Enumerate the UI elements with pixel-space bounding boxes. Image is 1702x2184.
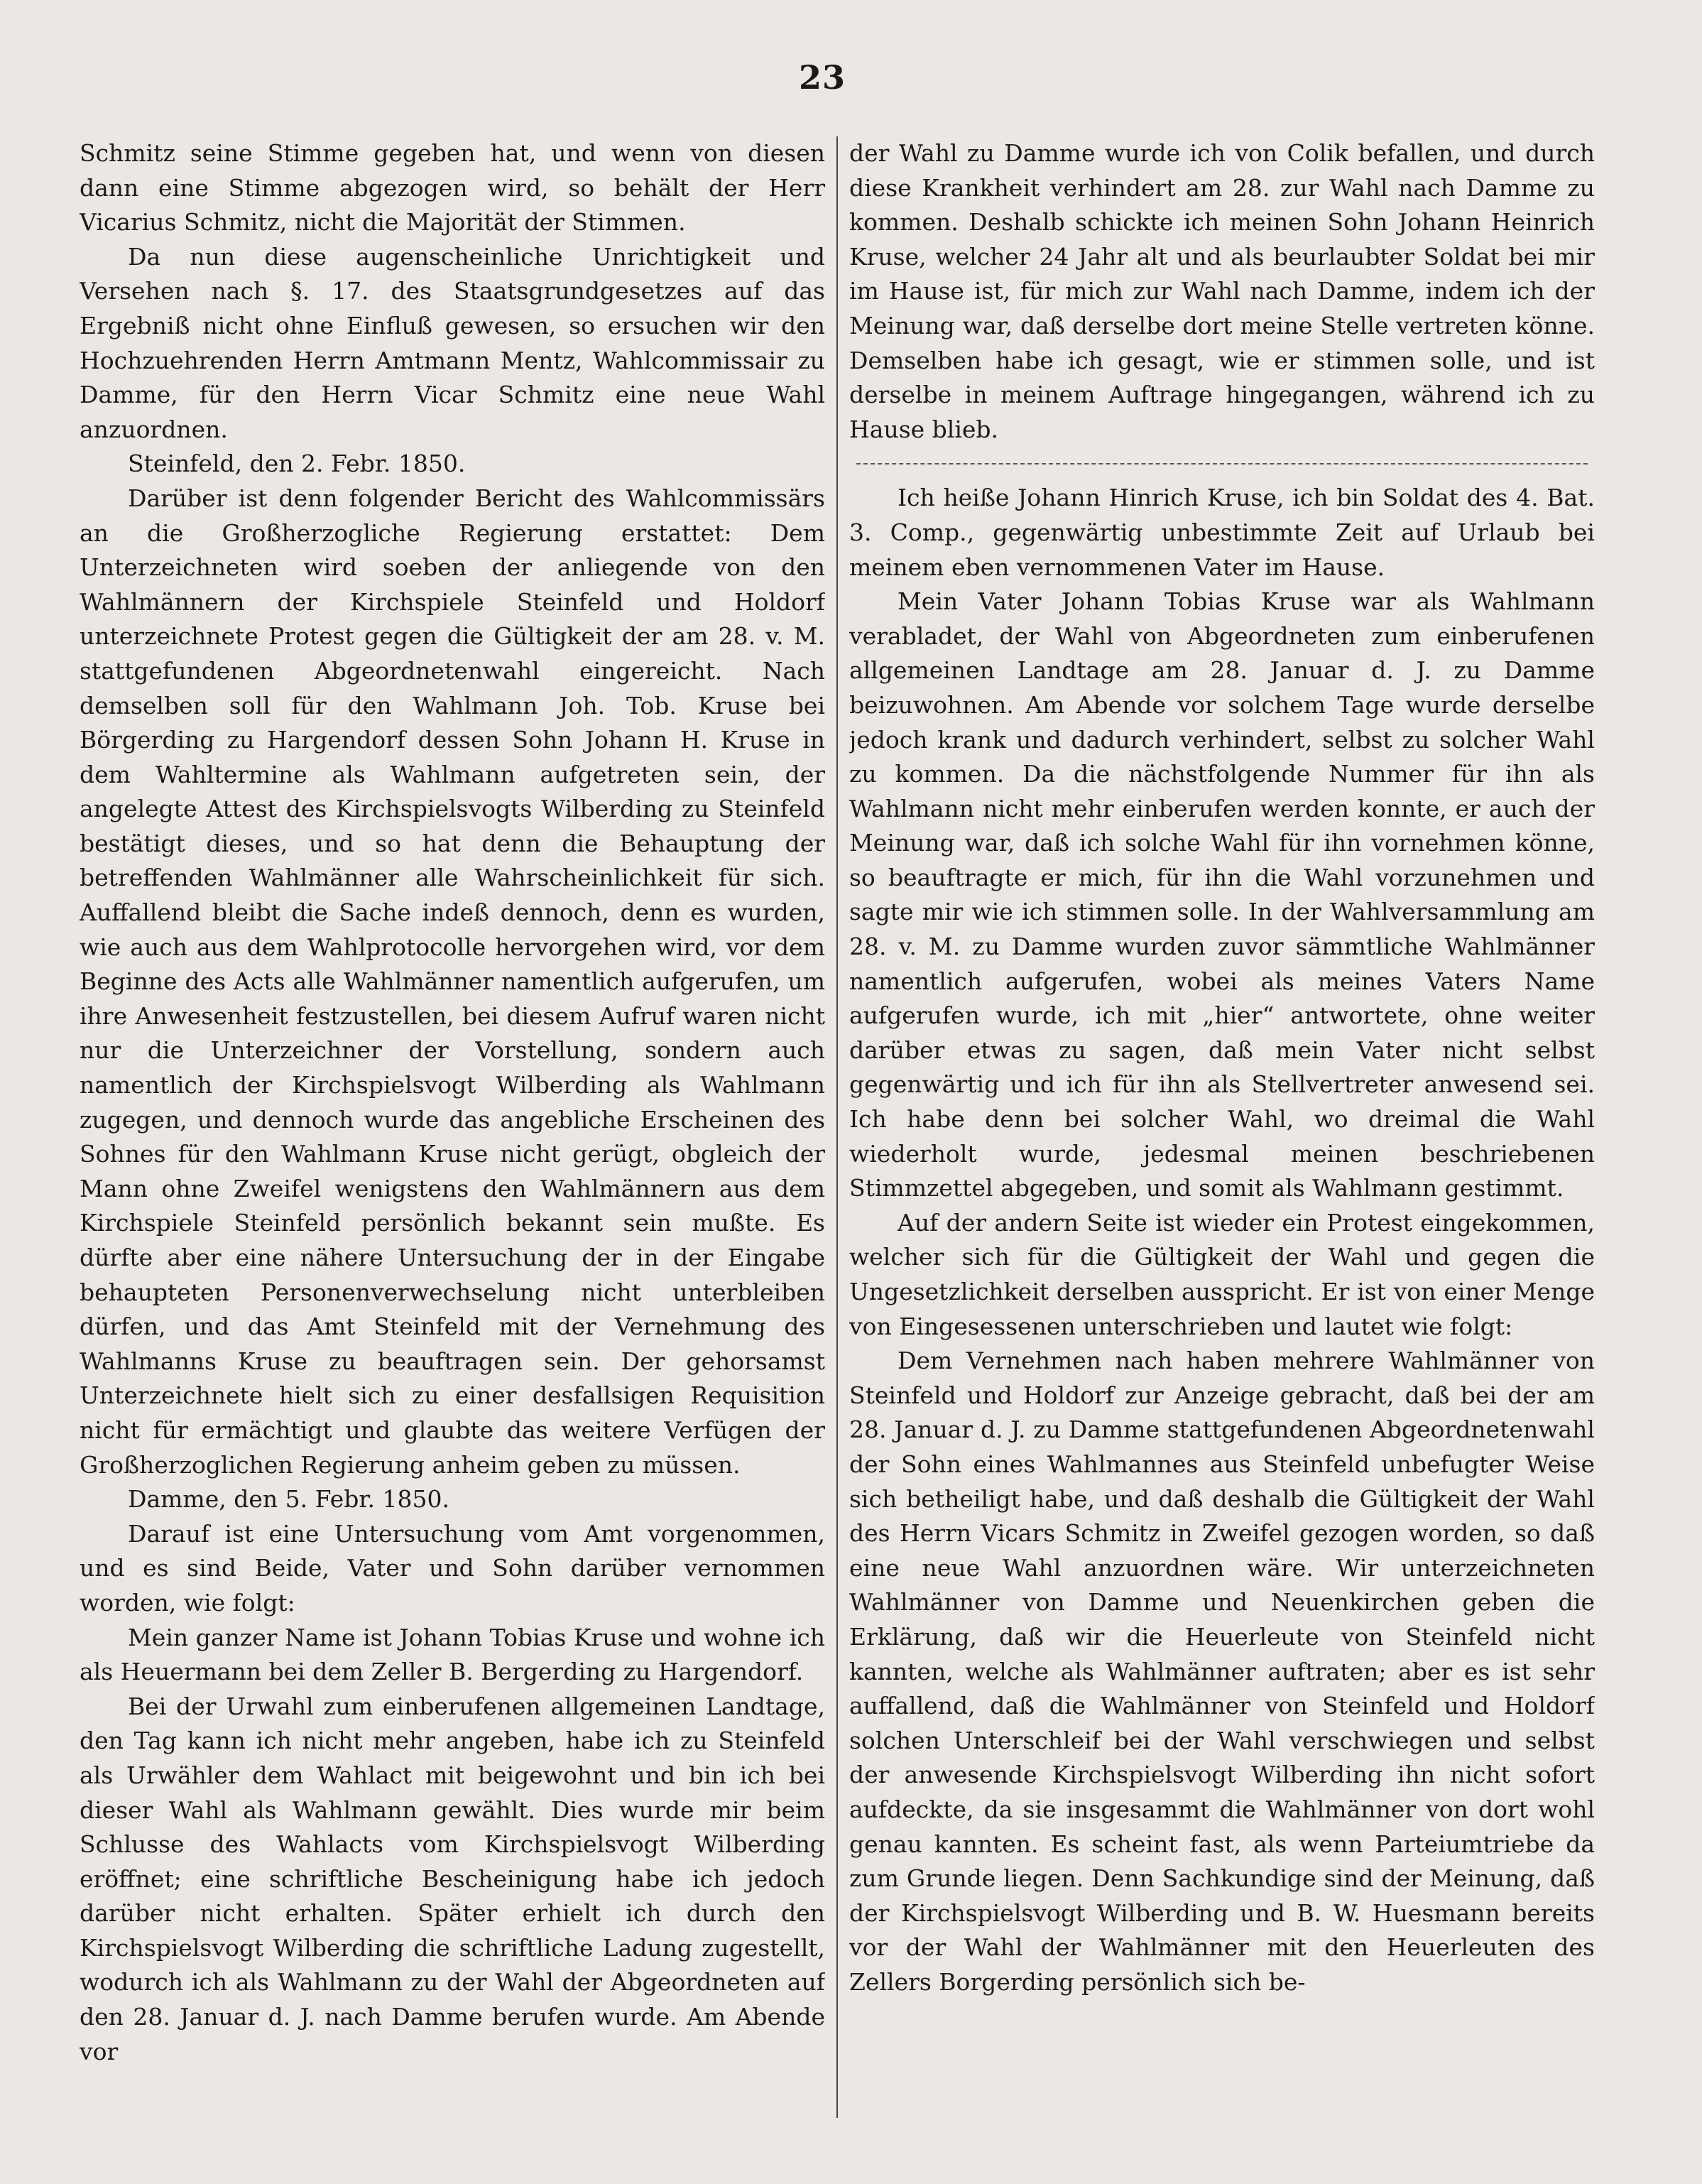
paragraph: Ich heiße Johann Hinrich Kruse, ich bin Soldat des 4. Bat. 3. Comp., gegenwärtig unbestimmte Zeit auf Urlaub bei meinem eben vernommenen Vater im Hause. — [849, 484, 1595, 581]
paragraph: der Wahl zu Damme wurde ich von Colik befallen, und durch diese Krankheit verhindert am 28. zur Wahl nach Damme zu kommen. Deshalb schickte ich meinen Sohn Johann Heinrich Kruse, welcher 24 Jahr alt und als beurlaubter Soldat bei mir im Hause ist, für mich zur Wahl nach Damme, indem ich der Meinung war, daß derselbe dort meine Stelle vertreten könne. Demselben habe ich gesagt, wie er stimmen solle, und ist derselbe in meinem Auftrage hingegangen, während ich zu Hause blieb. — [849, 139, 1595, 443]
paragraph: Da nun diese augenscheinliche Unrichtigkeit und Versehen nach §. 17. des Staatsgrundgesetzes auf das Ergebniß nicht ohne Einfluß gewesen, so ersuchen wir den Hochzuehrenden Herrn Amtmann Mentz, Wahlcommissair zu Damme, für den Herrn Vicar Schmitz eine neue Wahl anzuordnen. — [80, 242, 825, 443]
dateline: Steinfeld, den 2. Febr. 1850. — [128, 450, 466, 478]
paragraph: Bei der Urwahl zum einberufenen allgemeinen Landtage, den Tag kann ich nicht mehr angeben, habe ich zu Steinfeld als Urwähler dem Wahlact mit beigewohnt und bin ich bei dieser Wahl als Wahlmann gewählt. Dies wurde mir beim Schlusse des Wahlacts vom Kirchspielsvogt Wilberding eröffnet; eine schriftliche Bescheinigung habe ich jedoch darüber nicht erhalten. Später erhielt ich durch den Kirchspielsvogt Wilberding die schriftliche Ladung zugestellt, wodurch ich als Wahlmann zu der Wahl der Abgeordneten auf den 28. Januar d. J. nach Damme berufen wurde. Am Abende vor — [80, 1692, 825, 2065]
paragraph: Dem Vernehmen nach haben mehrere Wahlmänner von Steinfeld und Holdorf zur Anzeige gebracht, daß bei der am 28. Januar d. J. zu Damme stattgefundenen Abgeordnetenwahl der Sohn eines Wahlmannes aus Steinfeld unbefugter Weise sich betheiligt habe, und daß deshalb die Gültigkeit der Wahl des Herrn Vicars Schmitz in Zweifel gezogen worden, so daß eine neue Wahl anzuordnen wäre. Wir unterzeichneten Wahlmänner von Damme und Neuenkirchen geben die Erklärung, daß wir die Heuerleute von Steinfeld nicht kannten, welche als Wahlmänner auftraten; aber es ist sehr auffallend, daß die Wahlmänner von Steinfeld und Holdorf solchen Unterschleif bei der Wahl verschwiegen und selbst der anwesende Kirchspielsvogt Wilberding ihn nicht sofort aufdeckte, da sie insgesammt die Wahlmänner von dort wohl genau kannten. Es scheint fast, als wenn Parteiumtriebe da zum Grunde liegen. Denn Sachkundige sind der Meinung, daß der Kirchspielsvogt Wilberding und B. W. Huesmann bereits vor der Wahl der Wahlmänner mit den Heuerleuten des Zellers Borgerding persönlich sich be- — [849, 1347, 1595, 1996]
left-column — [80, 136, 825, 2118]
paragraph: Schmitz seine Stimme gegeben hat, und wenn von diesen dann eine Stimme abgezogen wird, so behält der Herr Vicarius Schmitz, nicht die Majorität der Stimmen. — [80, 139, 825, 237]
paragraph: Auf der andern Seite ist wieder ein Protest eingekommen, welcher sich für die Gültigkeit der Wahl und gegen die Ungesetzlichkeit derselben ausspricht. Er ist von einer Menge von Eingesessenen unterschrieben und lautet wie folgt: — [849, 1208, 1595, 1340]
page-number: 23 — [799, 58, 846, 97]
dateline: Damme, den 5. Febr. 1850. — [128, 1485, 449, 1514]
paragraph: Mein Vater Johann Tobias Kruse war als Wahlmann verabladet, der Wahl von Abgeordneten zum einberufenen allgemeinen Landtage am 28. Januar d. J. zu Damme beizuwohnen. Am Abende vor solchem Tage wurde derselbe jedoch krank und dadurch verhindert, selbst zu solcher Wahl zu kommen. Da die nächstfolgende Nummer für ihn als Wahlmann nicht mehr einberufen werden konnte, er auch der Meinung war, daß ich solche Wahl für ihn vornehmen könne, so beauftragte er mich, für ihn die Wahl vorzunehmen und sagte mir wie ich stimmen solle. In der Wahlversammlung am 28. v. M. zu Damme wurden zuvor sämmtliche Wahlmänner namentlich aufgerufen, wobei als meines Vaters Name aufgerufen wurde, ich mit „hier“ antwortete, ohne weiter darüber etwas zu sagen, daß mein Vater nicht selbst gegenwärtig und ich für ihn als Stellvertreter anwesend sei. Ich habe denn bei solcher Wahl, wo dreimal die Wahl wiederholt wurde, jedesmal meinen beschriebenen Stimmzettel abgegeben, und somit als Wahlmann gestimmt. — [849, 587, 1595, 1202]
paragraph: Mein ganzer Name ist Johann Tobias Kruse und wohne ich als Heuermann bei dem Zeller B. Bergerding zu Hargendorf. — [80, 1623, 825, 1686]
section-separator — [856, 447, 1588, 481]
paragraph: Darüber ist denn folgender Bericht des Wahlcommissärs an die Großherzogliche Regierung erstattet: Dem Unterzeichneten wird soeben der anliegende von den Wahlmännern der Kirchspiele Steinfeld und Holdorf unterzeichnete Protest gegen die Gültigkeit der am 28. v. M. stattgefundenen Abgeordnetenwahl eingereicht. Nach demselben soll für den Wahlmann Joh. Tob. Kruse bei Börgerding zu Hargendorf dessen Sohn Johann H. Kruse in dem Wahltermine als Wahlmann aufgetreten sein, der angelegte Attest des Kirchspielsvogts Wilberding zu Steinfeld bestätigt dieses, und so hat denn die Behauptung der betreffenden Wahlmänner alle Wahrscheinlichkeit für sich. Auffallend bleibt die Sache indeß dennoch, denn es wurden, wie auch aus dem Wahlprotocolle hervorgehen wird, vor dem Beginne des Acts alle Wahlmänner namentlich aufgerufen, um ihre Anwesenheit festzustellen, bei diesem Aufruf waren nicht nur die Unterzeichner der Vorstellung, sondern auch namentlich der Kirchspielsvogt Wilberding als Wahlmann zugegen, und dennoch wurde das angebliche Erscheinen des Sohnes für den Wahlmann Kruse nicht gerügt, obgleich der Mann ohne Zweifel wenigstens den Wahlmännern aus dem Kirchspiele Steinfeld persönlich bekannt sein mußte. Es dürfte aber eine nähere Untersuchung der in der Eingabe behaupteten Personenverwechselung nicht unterbleiben dürfen, und das Amt Steinfeld mit der Vernehmung des Wahlmanns Kruse zu beauftragen sein. Der gehorsamst Unterzeichnete hielt sich zu einer desfallsigen Requisition nicht für ermächtigt und glaubte das weitere Verfügen der Großherzoglichen Regierung anheim geben zu müssen. — [80, 484, 825, 1479]
column-divider — [836, 136, 838, 2118]
paragraph: Darauf ist eine Untersuchung vom Amt vorgenommen, und es sind Beide, Vater und Sohn darüber vernommen worden, wie folgt: — [80, 1519, 825, 1617]
right-column — [849, 136, 1595, 2118]
